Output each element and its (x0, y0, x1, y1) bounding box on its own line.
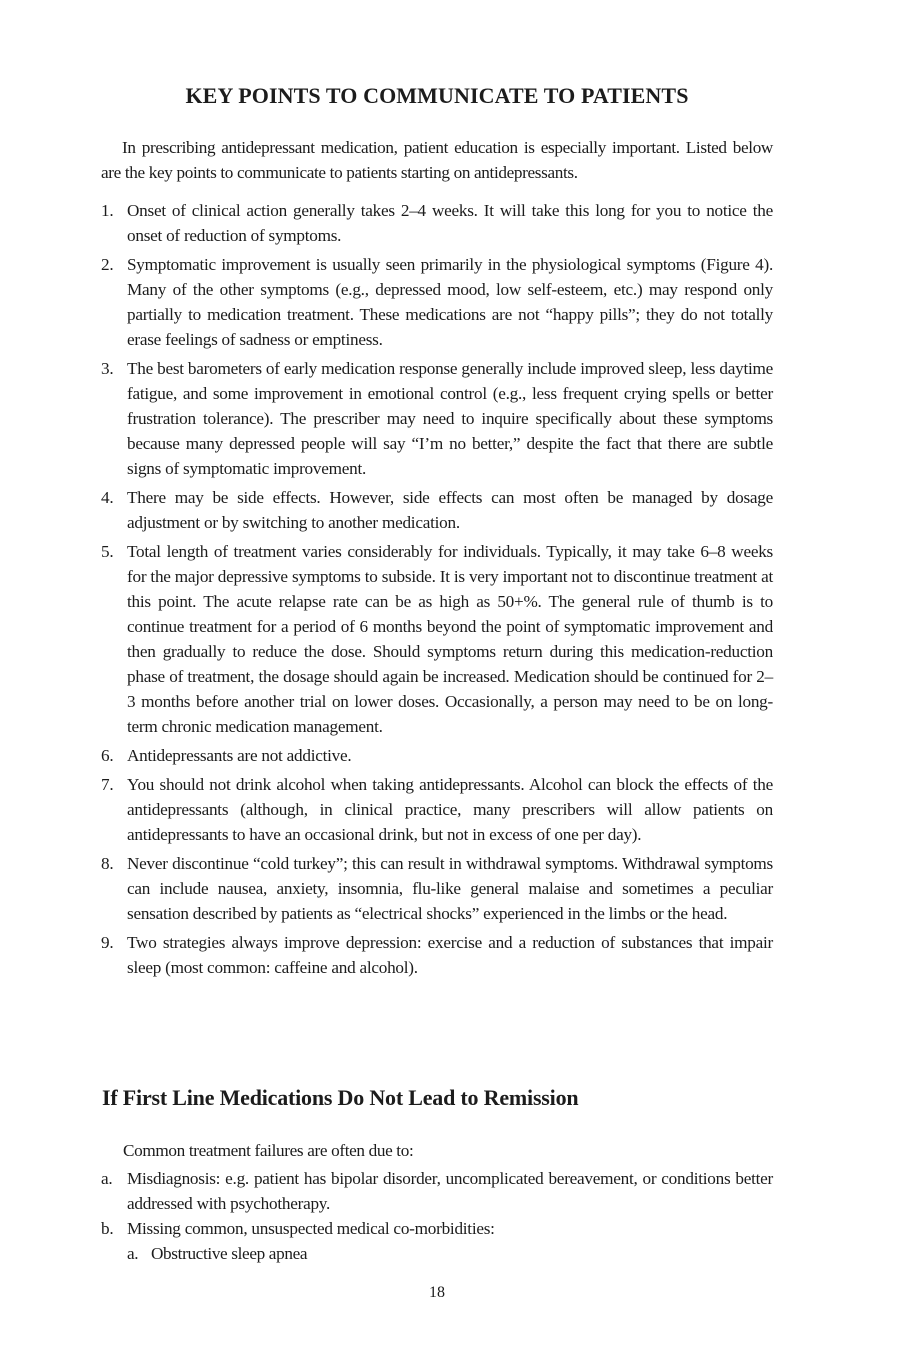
item-label: a. (127, 1244, 139, 1263)
item-number: 7. (101, 775, 114, 794)
item-text: Missing common, unsuspected medical co-morbidities: (127, 1219, 495, 1238)
comorbidities-sublist (127, 1241, 773, 1266)
item-text: Obstructive sleep apnea (151, 1244, 308, 1263)
key-points-list (101, 198, 773, 984)
item-label: b. (101, 1219, 114, 1238)
treatment-failures-list (101, 1166, 773, 1266)
failure-cause-item (101, 1166, 773, 1216)
key-point-item (101, 539, 773, 739)
item-number: 6. (101, 746, 114, 765)
item-number: 4. (101, 488, 114, 507)
item-text: Onset of clinical action generally takes 2–4 weeks. It will take this long for you to notice the onset of reduction of symptoms. (127, 201, 773, 245)
item-number: 9. (101, 933, 114, 952)
item-label: a. (101, 1169, 113, 1188)
item-number: 3. (101, 359, 114, 378)
item-text: You should not drink alcohol when taking antidepressants. Alcohol can block the effects of the antidepressants (although, in clinical practice, many prescribers will allow patients on antidepressants to have an occasional drink, but not in excess of one per day). (127, 775, 773, 844)
page-number: 18 (429, 1284, 445, 1301)
page-title: KEY POINTS TO COMMUNICATE TO PATIENTS (185, 83, 689, 108)
item-text: Two strategies always improve depression: exercise and a reduction of substances that impair sleep (most common: caffeine and alcohol). (127, 933, 773, 977)
item-number: 8. (101, 854, 114, 873)
item-text: There may be side effects. However, side effects can most often be managed by dosage adjustment or by switching to another medication. (127, 488, 773, 532)
item-text: Never discontinue “cold turkey”; this can result in withdrawal symptoms. Withdrawal symptoms can include nausea, anxiety, insomnia, flu-like general malaise and sometimes a peculiar sensation described by patients as “electrical shocks” experienced in the limbs or the head. (127, 854, 773, 923)
section-lead: Common treatment failures are often due to: (123, 1141, 414, 1160)
failure-cause-item (101, 1216, 773, 1266)
key-point-item (101, 851, 773, 926)
key-point-item (101, 356, 773, 481)
item-number: 2. (101, 255, 114, 274)
item-number: 5. (101, 542, 114, 561)
key-point-item (101, 772, 773, 847)
intro-paragraph: In prescribing antidepressant medication, patient education is especially important. Listed below are the key points to communicate to patients starting on antidepressants. (101, 138, 773, 182)
item-text: The best barometers of early medication response generally include improved sleep, less daytime fatigue, and some improvement in emotional control (e.g., less frequent crying spells or better frustration tolerance). The prescriber may need to inquire specifically about these symptoms because many depressed people will say “I’m no better,” despite the fact that there are subtle signs of symptomatic improvement. (127, 359, 773, 478)
item-text: Symptomatic improvement is usually seen primarily in the physiological symptoms (Figure 4). Many of the other symptoms (e.g., depressed mood, low self-esteem, etc.) may respond only partially to medication treatment. These medications are not “happy pills”; they do not totally erase feelings of sadness or emptiness. (127, 255, 773, 349)
section-heading: If First Line Medications Do Not Lead to Remission (102, 1085, 579, 1110)
key-point-item (101, 743, 773, 768)
item-text: Misdiagnosis: e.g. patient has bipolar disorder, uncomplicated bereavement, or conditions better addressed with psychotherapy. (127, 1169, 773, 1213)
item-text: Total length of treatment varies considerably for individuals. Typically, it may take 6–8 weeks for the major depressive symptoms to subside. It is very important not to discontinue treatment at this point. The acute relapse rate can be as high as 50+%. The general rule of thumb is to continue treatment for a period of 6 months beyond the point of symptomatic improvement and then gradually to reduce the dose. Should symptoms return during this medication-reduction phase of treatment, the dosage should again be increased. Medication should be continued for 2–3 months before another trial on lower doses. Occasionally, a person may need to be on long-term chronic medication management. (127, 542, 773, 736)
item-number: 1. (101, 201, 114, 220)
comorbidity-item (127, 1241, 773, 1266)
key-point-item (101, 930, 773, 980)
key-point-item (101, 485, 773, 535)
item-text: Antidepressants are not addictive. (127, 746, 352, 765)
key-point-item (101, 198, 773, 248)
key-point-item (101, 252, 773, 352)
